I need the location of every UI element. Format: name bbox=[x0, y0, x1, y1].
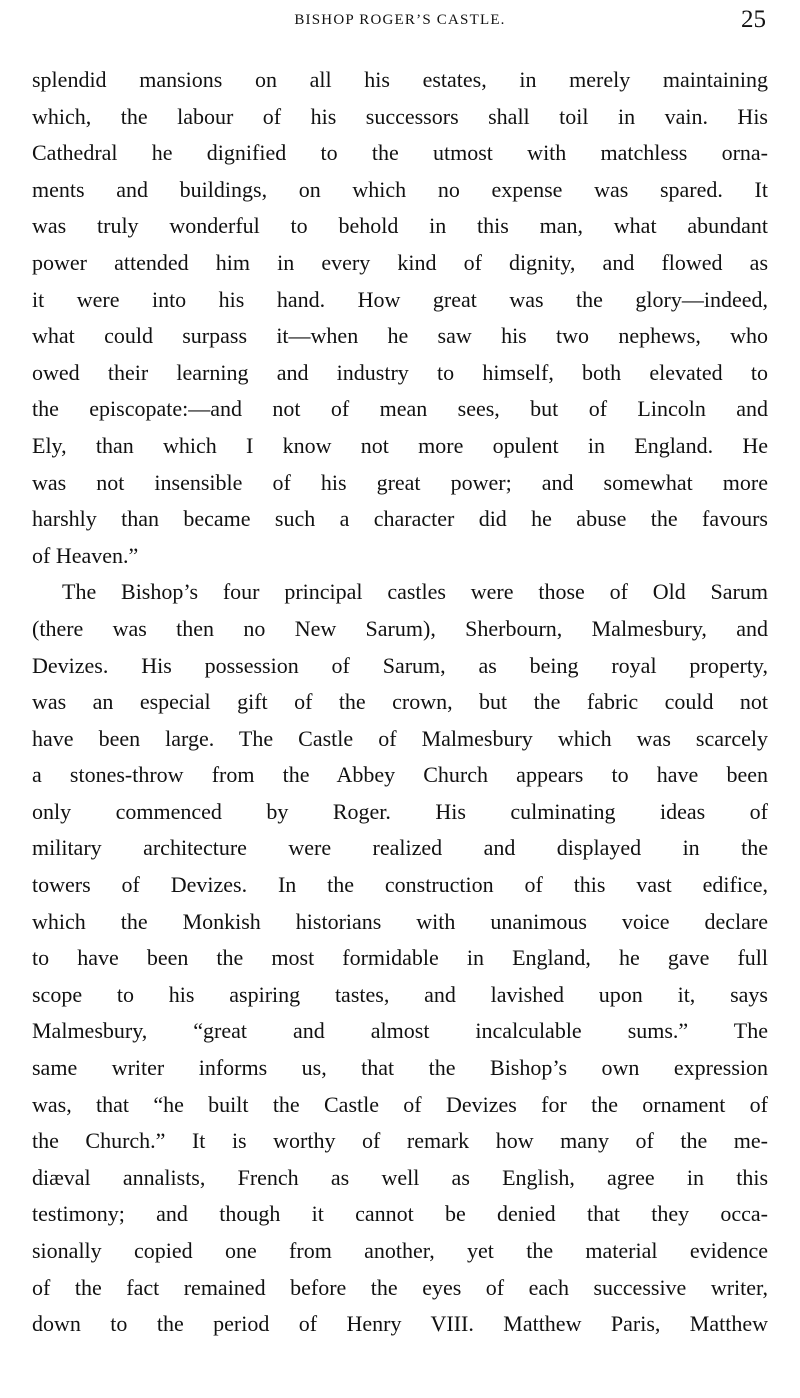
text-line: testimony; and though it cannot be denied that they occa- bbox=[32, 1201, 768, 1227]
running-title: BISHOP ROGER’S CASTLE. bbox=[294, 12, 506, 28]
text-line: The Bishop’s four principal castles were those of Old Sarum bbox=[62, 579, 768, 605]
text-line: same writer informs us, that the Bishop’s own expression bbox=[32, 1055, 768, 1081]
text-line: military architecture were realized and displayed in the bbox=[32, 835, 768, 861]
text-line: was, that “he built the Castle of Devizes for the ornament of bbox=[32, 1091, 768, 1117]
text-line: scope to his aspiring tastes, and lavished upon it, says bbox=[32, 981, 768, 1007]
text-line: was an especial gift of the crown, but the fabric could not bbox=[32, 689, 768, 715]
running-head bbox=[32, 6, 768, 42]
text-line: of the fact remained before the eyes of each successive writer, bbox=[32, 1274, 768, 1300]
text-line: down to the period of Henry VIII. Matthew Paris, Matthew bbox=[32, 1311, 768, 1337]
text-line: harshly than became such a character did he abuse the favours bbox=[32, 506, 768, 532]
paragraph bbox=[32, 574, 768, 1342]
text-line: power attended him in every kind of dignity, and flowed as bbox=[32, 249, 768, 275]
text-line: was truly wonderful to behold in this man, what abundant bbox=[32, 213, 768, 239]
text-line: what could surpass it—when he saw his two nephews, who bbox=[32, 323, 768, 349]
text-line: sionally copied one from another, yet the material evidence bbox=[32, 1238, 768, 1263]
text-line: of Heaven.” bbox=[32, 542, 139, 568]
page-number: 25 bbox=[741, 6, 766, 33]
text-line: Malmesbury, “great and almost incalculable sums.” The bbox=[32, 1018, 768, 1044]
text-line: the episcopate:—and not of mean sees, but of Lincoln and bbox=[32, 396, 768, 422]
text-line: splendid mansions on all his estates, in merely maintaining bbox=[32, 67, 768, 92]
body-text bbox=[32, 62, 768, 1343]
text-line: have been large. The Castle of Malmesbury which was scarcely bbox=[32, 725, 768, 751]
text-line: which, the labour of his successors shall toil in vain. His bbox=[32, 103, 768, 129]
text-line: was not insensible of his great power; and somewhat more bbox=[32, 469, 768, 495]
text-line: Devizes. His possession of Sarum, as being royal property, bbox=[32, 652, 768, 678]
text-line: towers of Devizes. In the construction of this vast edifice, bbox=[32, 872, 768, 898]
text-line: the Church.” It is worthy of remark how many of the me- bbox=[32, 1128, 768, 1154]
text-line: which the Monkish historians with unanimous voice declare bbox=[32, 908, 768, 934]
text-line: Ely, than which I know not more opulent in England. He bbox=[32, 432, 768, 458]
text-line: ments and buildings, on which no expense was spared. It bbox=[32, 176, 768, 202]
text-line: to have been the most formidable in England, he gave full bbox=[32, 945, 768, 971]
text-line: a stones-throw from the Abbey Church appears to have been bbox=[32, 762, 768, 788]
text-line: only commenced by Roger. His culminating ideas of bbox=[32, 798, 768, 824]
text-line: owed their learning and industry to himself, both elevated to bbox=[32, 359, 768, 385]
text-line: (there was then no New Sarum), Sherbourn, Malmesbury, and bbox=[32, 615, 768, 641]
text-line: it were into his hand. How great was the glory—indeed, bbox=[32, 286, 768, 312]
text-line: Cathedral he dignified to the utmost with matchless orna- bbox=[32, 140, 768, 166]
text-line: diæval annalists, French as well as English, agree in this bbox=[32, 1164, 768, 1190]
paragraph bbox=[32, 62, 768, 574]
